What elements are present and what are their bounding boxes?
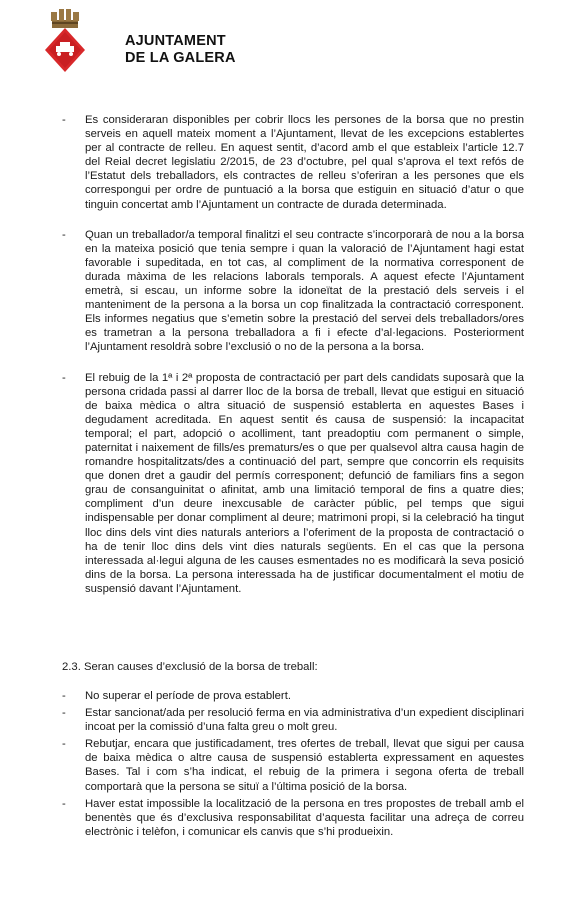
- bullet-dash: -: [62, 114, 66, 126]
- document-body: [62, 113, 524, 612]
- coat-of-arms-logo: [44, 6, 86, 72]
- bullet-dash: -: [62, 707, 66, 720]
- exclusion-text: Haver estat impossible la localització de la persona en tres propostes de treball amb el benentès que és d’exclusiva responsabilitat d’aquesta facilitar una adreça de correu electrònic i telèfon, i comunicar els canvis que s’hi produeixin.: [85, 797, 524, 838]
- paragraph-item: [62, 371, 524, 597]
- exclusion-list: [62, 689, 524, 842]
- exclusion-item: [62, 689, 524, 703]
- exclusion-item: [62, 737, 524, 793]
- bullet-dash: -: [62, 797, 66, 810]
- section-heading: 2.3. Seran causes d’exclusió de la borsa de treball:: [62, 661, 318, 673]
- exclusion-text: Rebutjar, encara que justificadament, tres ofertes de treball, llevat que sigui per causa de baixa mèdica o altre causa de suspensió establerta expressament en aquestes Bases. Tal i com s’ha indicat, el rebuig de la primera i segona oferta de treball comportarà que la persona se situï a l’última posició de la borsa.: [85, 738, 524, 793]
- organization-name-line2: DE LA GALERA: [125, 50, 236, 66]
- bullet-dash: -: [62, 371, 66, 384]
- exclusion-text: Estar sancionat/ada per resolució ferma en via administrativa d’un expedient disciplinari incoat per la comissió d’una falta greu o molt greu.: [85, 707, 524, 734]
- organization-name: [125, 33, 236, 67]
- exclusion-text: No superar el període de prova establert.: [85, 690, 291, 702]
- organization-name-line1: AJUNTAMENT: [125, 33, 226, 49]
- bullet-dash: -: [62, 738, 66, 751]
- paragraph-item: [62, 228, 524, 355]
- paragraph-text: Quan un treballador/a temporal finalitzi el seu contracte s’incorporarà de nou a la borsa en la mateixa posició que tenia sempre i quan la valoració de l’Ajuntament hagi estat favorable i supeditada, en tot cas, al compliment de la normativa corresponent de durada màxima de les relacions laborals temporals. A aquest efecte l’Ajuntament emetrà, si escau, un informe sobre la idoneïtat de la prestació dels serveis i el manteniment de la persona a la borsa un cop finalitzada la contractació corresponent. Els informes negatius que s’emetin sobre la prestació del servei dels treballadors/ores es trametran a la persona treballadora a fi i efecte d’al·legacions. Posteriorment l’Ajuntament resoldrà sobre l’exclusió o no de la persona a la borsa.: [85, 228, 524, 354]
- paragraph-text: Es consideraran disponibles per cobrir llocs les persones de la borsa que no prestin serveis en aquell mateix moment a l’Ajuntament, llevat de les excepcions establertes per al contracte de relleu. En aquest sentit, d’acord amb el que estableix l’article 12.7 del Reial decret legislatiu 2/2015, de 23 d’octubre, pel qual s’aprova el text refós de l’Estatut dels treballadors, els contractes de relleu s’oferiran a les persones que els correspongui per ordre de puntuació a la borsa que estiguin en situació d’atur o que tinguin concertat amb l’Ajuntament un contracte de durada determinada.: [85, 114, 524, 211]
- exclusion-item: [62, 797, 524, 839]
- paragraph-item: [62, 113, 524, 212]
- exclusion-item: [62, 706, 524, 734]
- paragraph-text: El rebuig de la 1ª i 2ª proposta de contractació per part dels candidats suposarà que la persona cridada passi al darrer lloc de la borsa de treball, llevat que estigui en situació de baixa mèdica o altra situació de suspensió establerta en aquestes Bases i degudament acreditada. En aquest sentit és causa de suspensió: la incapacitat temporal; el part, adopció o acolliment, tant preadoptiu com permanent o simple, paternitat i naixement de fills/es prematurs/es o que per qualsevol altra causa hagin de romandre hospitalitzats/des a continuació del part, sempre que concorrin els requisits que donen dret a gaudir del permís corresponent; defunció de familiars fins a segon grau de consanguinitat o afinitat, amb una limitació temporal de fins a quatre dies; compliment d’un deure inexcusable de caràcter públic, pel temps que sigui indispensable per donar compliment al deure; matrimoni propi, si la celebració ha tingut lloc dins dels vint dies naturals anteriors a l’oferiment de la proposta de contractació o ha de tenir lloc dins dels vint dies naturals següents. En el cas que la persona interessada al·legui alguna de les causes esmentades no es modificarà la seva posició dins de la borsa. La persona interessada ha de justificar documentalment el motiu de suspensió davant l’Ajuntament.: [85, 371, 524, 595]
- bullet-dash: -: [62, 228, 66, 241]
- letterhead: [40, 6, 540, 76]
- bullet-dash: -: [62, 690, 66, 702]
